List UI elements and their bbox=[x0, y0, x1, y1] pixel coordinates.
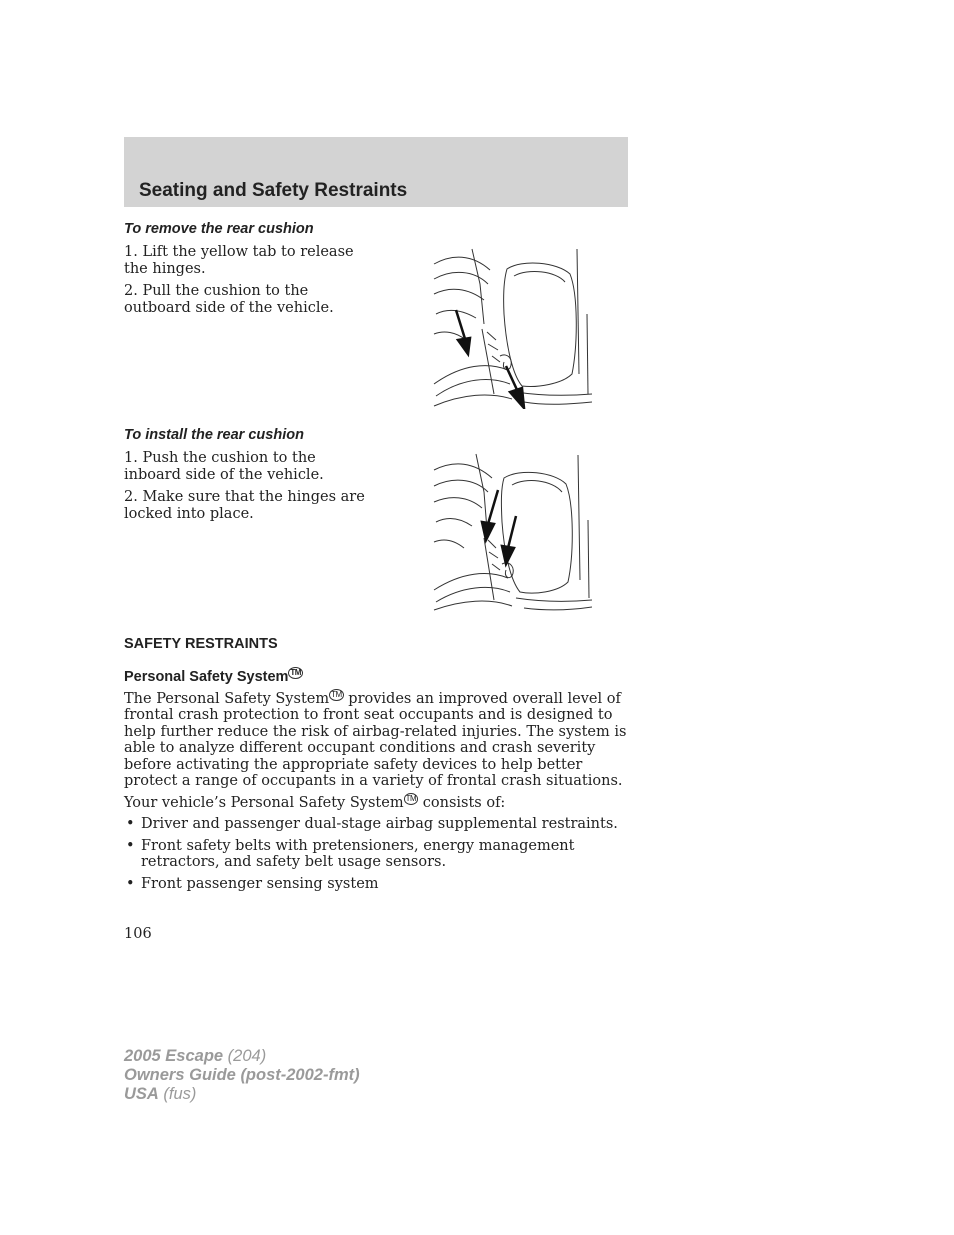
footer-line-3 bbox=[124, 1085, 360, 1104]
bullet-icon: • bbox=[126, 875, 135, 892]
document-footer bbox=[124, 1047, 360, 1104]
install-cushion-illustration bbox=[432, 450, 592, 612]
consists-text-rest: consists of: bbox=[418, 794, 506, 811]
install-step-1: 1. Push the cushion to the inboard side of the vehicle. bbox=[124, 450, 324, 483]
trademark-icon: TM bbox=[290, 668, 301, 677]
personal-safety-intro-paragraph bbox=[124, 689, 629, 790]
footer-guide: Owners Guide (post-2002-fmt) bbox=[124, 1066, 360, 1084]
consists-of-paragraph bbox=[124, 793, 629, 811]
consists-text-start: Your vehicle’s Personal Safety System bbox=[124, 794, 404, 811]
bullet-icon: • bbox=[126, 837, 135, 854]
footer-model: 2005 Escape bbox=[124, 1047, 224, 1065]
list-item-text: Front safety belts with pretensioners, energy management retractors, and safety belt usage sensors. bbox=[141, 837, 575, 870]
trademark-icon: TM bbox=[331, 690, 342, 699]
personal-safety-system-heading bbox=[124, 667, 303, 685]
components-list bbox=[124, 816, 629, 897]
install-cushion-heading: To install the rear cushion bbox=[124, 427, 304, 443]
safety-restraints-heading: SAFETY RESTRAINTS bbox=[124, 636, 278, 652]
personal-safety-system-title: Personal Safety System bbox=[124, 668, 289, 685]
list-item bbox=[124, 876, 629, 893]
footer-model-code: (204) bbox=[223, 1047, 267, 1065]
section-title: Seating and Safety Restraints bbox=[139, 180, 408, 201]
bullet-icon: • bbox=[126, 816, 135, 832]
intro-text-rest: provides an improved overall level of frontal crash protection to front seat occupants and is designed to help further reduce the risk of airbag-related injuries. The system is able to analyze different occupant conditions and crash severity before activating the appropriate safety devices to help better protect a range of occupants in a variety of frontal crash situations. bbox=[124, 690, 627, 790]
list-item bbox=[124, 816, 629, 833]
footer-market-code: (fus) bbox=[158, 1085, 197, 1103]
intro-text-start: The Personal Safety System bbox=[124, 690, 330, 707]
list-item-text: Driver and passenger dual-stage airbag supplemental restraints. bbox=[141, 816, 618, 832]
footer-line-2 bbox=[124, 1066, 360, 1085]
list-item bbox=[124, 838, 629, 871]
remove-cushion-illustration bbox=[432, 244, 592, 409]
footer-market: USA bbox=[124, 1085, 159, 1103]
footer-line-1 bbox=[124, 1047, 360, 1066]
remove-step-2: 2. Pull the cushion to the outboard side of the vehicle. bbox=[124, 283, 334, 316]
trademark-icon: TM bbox=[405, 794, 417, 803]
list-item-text: Front passenger sensing system bbox=[141, 875, 379, 892]
remove-cushion-heading: To remove the rear cushion bbox=[124, 221, 314, 237]
page-number: 106 bbox=[124, 926, 152, 942]
remove-step-1: 1. Lift the yellow tab to release the hinges. bbox=[124, 244, 354, 277]
section-header-band bbox=[124, 137, 628, 207]
install-step-2: 2. Make sure that the hinges are locked into place. bbox=[124, 489, 365, 522]
